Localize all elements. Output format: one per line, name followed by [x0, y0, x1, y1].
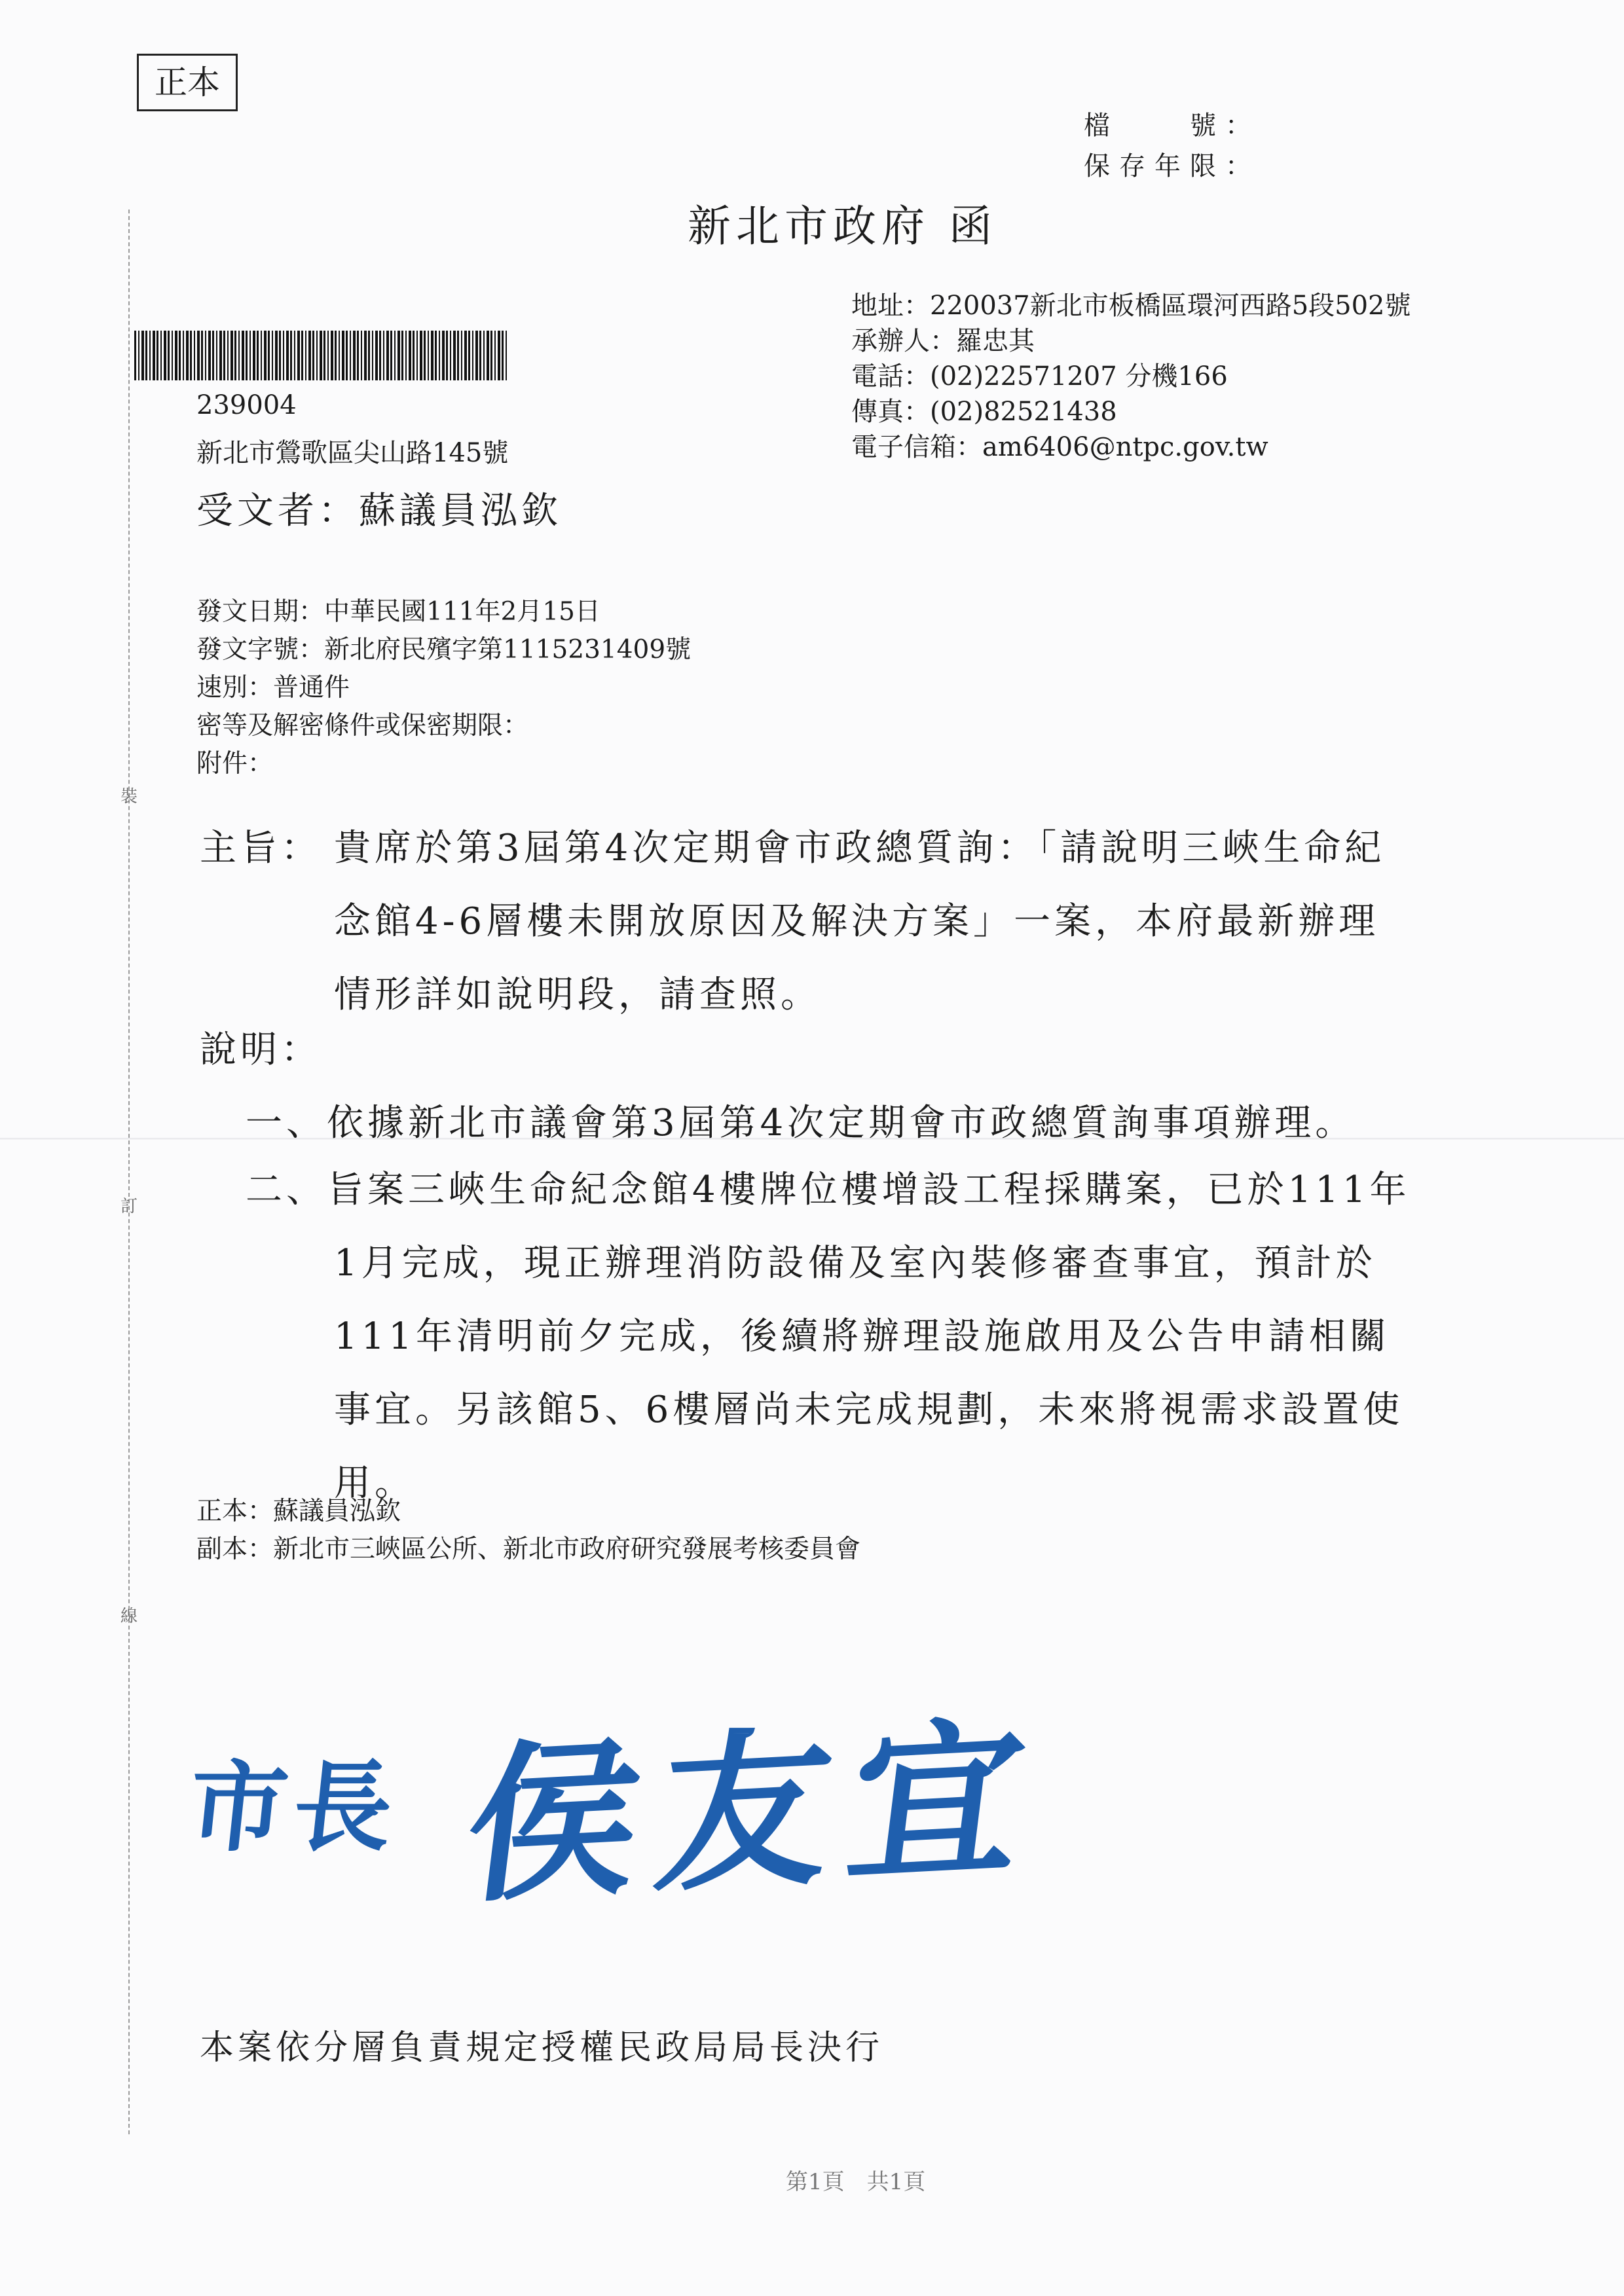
- document-number: 發文字號：新北府民殯字第1115231409號: [196, 635, 692, 665]
- contact-email: 電子信箱：am6406@ntpc.gov.tw: [851, 432, 1268, 462]
- delegation-note: 本案依分層負責規定授權民政局局長決行: [200, 2028, 884, 2068]
- postal-code: 239004: [196, 390, 297, 420]
- recipient-address: 新北市鶯歌區尖山路145號: [196, 438, 509, 468]
- explanation-line: 111年清明前夕完成，後續將辦理設施啟用及公告申請相關: [334, 1315, 1390, 1358]
- subject-line: 念館4-6層樓未開放原因及解決方案」一案，本府最新辦理: [334, 900, 1380, 943]
- classification: 密等及解密條件或保密期限：: [196, 711, 529, 740]
- distribution-block: [196, 1493, 860, 1569]
- contact-handler: 承辦人：羅忠其: [851, 326, 1035, 356]
- binding-mark-xian: 線: [120, 1607, 138, 1626]
- page-number: 第1頁 共1頁: [786, 2169, 926, 2195]
- explanation-line: 事宜。另該館5、6樓層尚未完成規劃，未來將視需求設置使: [334, 1389, 1404, 1431]
- explanation-item-1: 一、依據新北市議會第3屆第4次定期會市政總質詢事項辦理。: [246, 1102, 1356, 1144]
- signature-title: 市長: [183, 1750, 405, 1865]
- distribution-copy: 副本：新北市三峽區公所、新北市政府研究發展考核委員會: [196, 1535, 861, 1564]
- contact-block: [851, 288, 1411, 465]
- subject-label: 主旨：: [200, 827, 322, 869]
- explanation-line: 用。: [334, 1462, 415, 1504]
- issue-date: 發文日期：中華民國111年2月15日: [196, 597, 600, 627]
- document-title: 新北市政府 函: [688, 201, 997, 251]
- retention-period-label: 保存年限：: [1084, 151, 1261, 181]
- subject-line: 貴席於第3屆第4次定期會市政總質詢：「請說明三峽生命紀: [334, 827, 1386, 869]
- signature-name: 侯友宜: [455, 1697, 1054, 1927]
- copy-type-box: 正本: [137, 54, 238, 111]
- contact-address: 地址：220037新北市板橋區環河西路5段502號: [851, 291, 1411, 321]
- explanation-item-2-cont: [334, 1227, 1403, 1520]
- contact-fax: 傳真：(02)82521438: [851, 397, 1117, 427]
- barcode: [134, 331, 509, 380]
- binding-mark-zhuang: 裝: [120, 787, 138, 807]
- binding-line: [128, 210, 130, 2134]
- recipient-line: 受文者：蘇議員泓欽: [196, 490, 562, 532]
- file-number-label: 檔 號：: [1084, 111, 1261, 141]
- explanation-line: 1月完成，現正辦理消防設備及室內裝修審查事宜，預計於: [334, 1242, 1376, 1285]
- attachment: 附件：: [196, 749, 274, 778]
- subject-body: [334, 812, 1385, 1032]
- doc-info-block: [196, 593, 691, 783]
- distribution-original: 正本：蘇議員泓欽: [196, 1497, 401, 1526]
- contact-phone: 電話：(02)22571207 分機166: [851, 361, 1228, 392]
- priority: 速別：普通件: [196, 673, 350, 702]
- explanation-label: 說明：: [200, 1029, 322, 1071]
- subject-line: 情形詳如說明段，請查照。: [334, 974, 821, 1016]
- binding-mark-ding: 訂: [120, 1197, 138, 1216]
- explanation-item-2-first: 二、旨案三峽生命紀念館4樓牌位樓增設工程採購案，已於111年: [246, 1169, 1411, 1211]
